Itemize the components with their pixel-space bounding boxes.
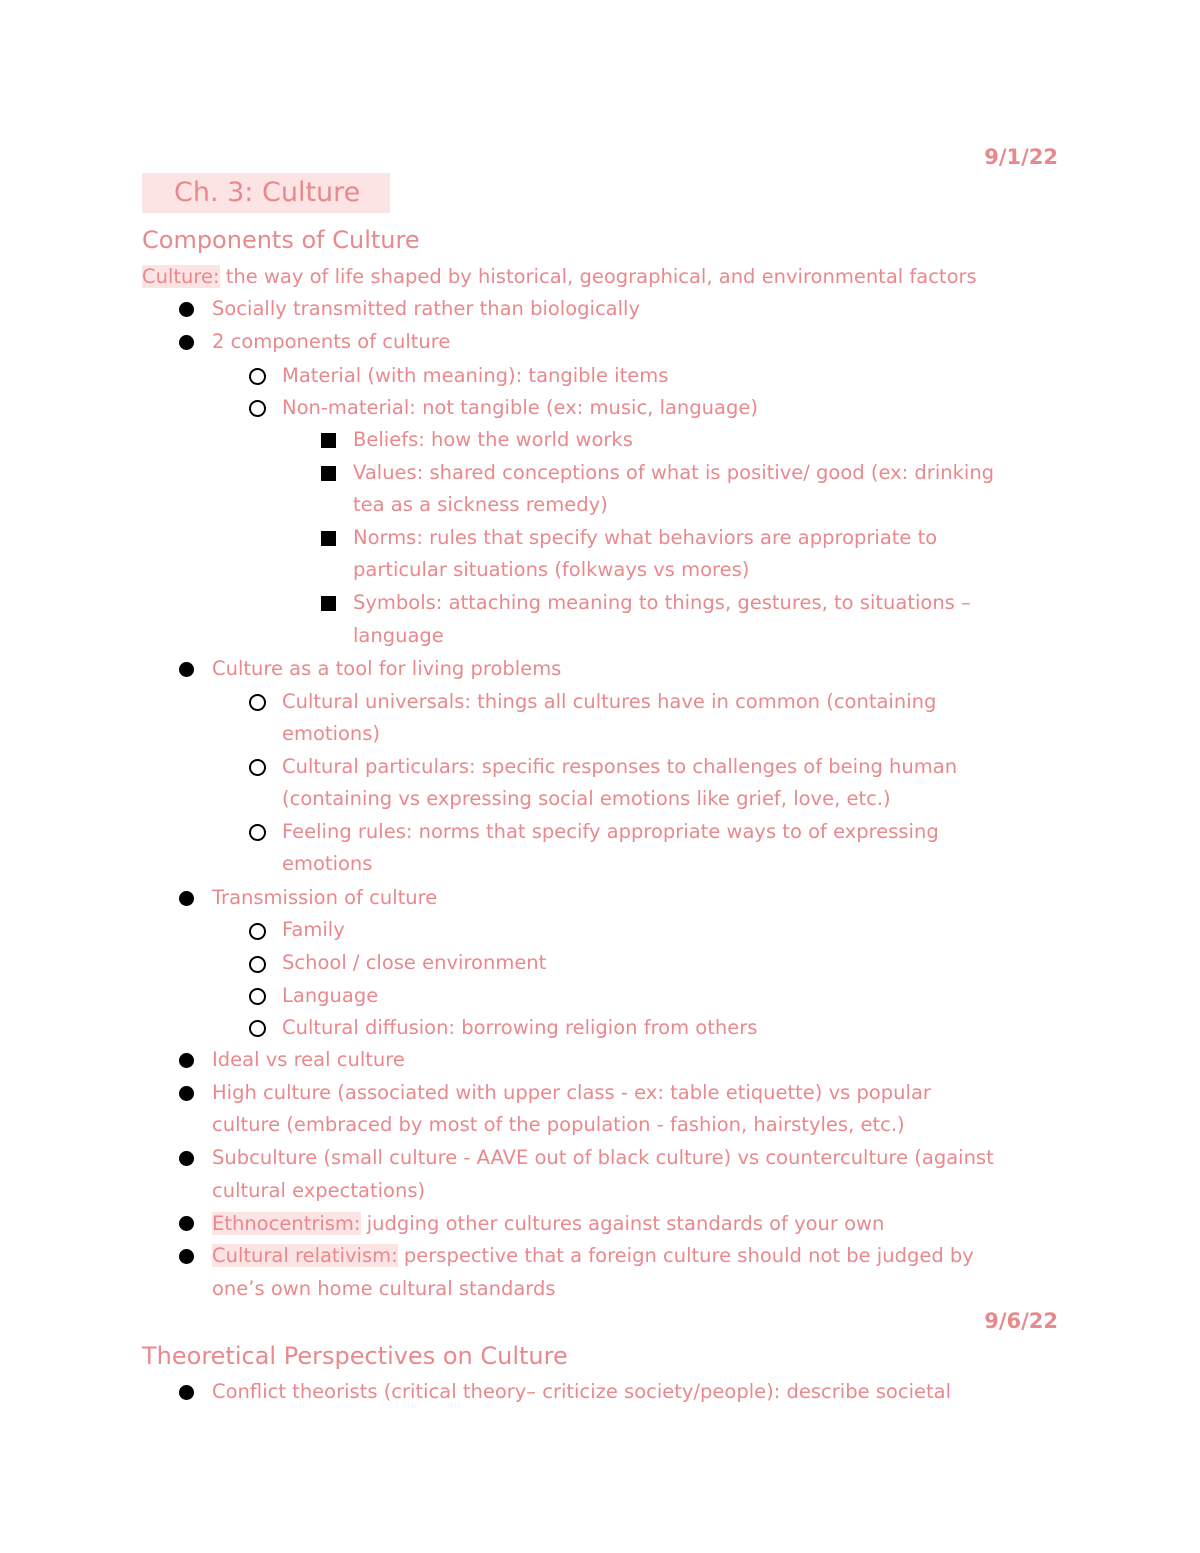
list-item: Language — [282, 984, 379, 1007]
bullet-hollow-circle — [249, 759, 266, 776]
bullet-hollow-circle — [249, 824, 266, 841]
bullet-hollow-circle — [249, 694, 266, 711]
list-item-continued: culture (embraced by most of the population - fashion, hairstyles, etc.) — [212, 1113, 905, 1136]
list-item: Norms: rules that specify what behaviors are appropriate to — [353, 526, 938, 549]
list-item: Cultural universals: things all cultures have in common (containing — [282, 690, 937, 713]
list-item: Cultural diffusion: borrowing religion from others — [282, 1016, 758, 1039]
list-item-continued: one’s own home cultural standards — [212, 1277, 556, 1300]
list-item-continued: emotions — [282, 852, 373, 875]
ethnocentrism-text: judging other cultures against standards of your own — [360, 1212, 885, 1235]
bullet-filled-circle — [179, 891, 194, 906]
culture-definition — [142, 264, 977, 290]
bullet-hollow-circle — [249, 988, 266, 1005]
definition-term: Culture: — [142, 265, 220, 288]
list-item: Feeling rules: norms that specify appropriate ways to of expressing — [282, 820, 939, 843]
heading-theoretical: Theoretical Perspectives on Culture — [142, 1342, 568, 1370]
bullet-filled-circle — [179, 1086, 194, 1101]
list-item-continued: tea as a sickness remedy) — [353, 493, 608, 516]
bullet-filled-circle — [179, 1053, 194, 1068]
ethnocentrism-term: Ethnocentrism: — [212, 1212, 361, 1235]
list-item: High culture (associated with upper class - ex: table etiquette) vs popular — [212, 1081, 931, 1104]
list-item: Material (with meaning): tangible items — [282, 364, 669, 387]
list-item: Conflict theorists (critical theory– criticize society/people): describe societal — [212, 1380, 952, 1403]
bullet-hollow-circle — [249, 923, 266, 940]
bullet-hollow-circle — [249, 1020, 266, 1037]
bullet-square — [321, 433, 336, 448]
list-item: Symbols: attaching meaning to things, gestures, to situations – — [353, 591, 971, 614]
relativism-term: Cultural relativism: — [212, 1244, 398, 1267]
list-item: Beliefs: how the world works — [353, 428, 633, 451]
list-item: Family — [282, 918, 345, 941]
list-item — [212, 1243, 974, 1269]
list-item-continued: (containing vs expressing social emotions like grief, love, etc.) — [282, 787, 891, 810]
bullet-filled-circle — [179, 662, 194, 677]
list-item — [212, 1211, 884, 1237]
date-second: 9/6/22 — [984, 1309, 1058, 1333]
list-item: Ideal vs real culture — [212, 1048, 405, 1071]
heading-components: Components of Culture — [142, 226, 420, 254]
bullet-filled-circle — [179, 1151, 194, 1166]
bullet-filled-circle — [179, 302, 194, 317]
definition-text: the way of life shaped by historical, geographical, and environmental factors — [219, 265, 977, 288]
list-item: Culture as a tool for living problems — [212, 657, 562, 680]
bullet-hollow-circle — [249, 368, 266, 385]
list-item-continued: cultural expectations) — [212, 1179, 426, 1202]
bullet-hollow-circle — [249, 956, 266, 973]
bullet-filled-circle — [179, 1249, 194, 1264]
list-item: Subculture (small culture - AAVE out of black culture) vs counterculture (against — [212, 1146, 994, 1169]
list-item: 2 components of culture — [212, 330, 451, 353]
bullet-square — [321, 596, 336, 611]
list-item: Transmission of culture — [212, 886, 438, 909]
list-item: School / close environment — [282, 951, 547, 974]
date-first: 9/1/22 — [984, 145, 1058, 169]
page-title: Ch. 3: Culture — [174, 177, 361, 208]
list-item: Socially transmitted rather than biologically — [212, 297, 640, 320]
bullet-filled-circle — [179, 335, 194, 350]
list-item-continued: emotions) — [282, 722, 381, 745]
list-item-continued: particular situations (folkways vs mores) — [353, 558, 750, 581]
list-item: Values: shared conceptions of what is positive/ good (ex: drinking — [353, 461, 995, 484]
bullet-square — [321, 531, 336, 546]
bullet-hollow-circle — [249, 400, 266, 417]
bullet-square — [321, 466, 336, 481]
bullet-filled-circle — [179, 1385, 194, 1400]
list-item-continued: language — [353, 624, 444, 647]
list-item: Non-material: not tangible (ex: music, language) — [282, 396, 758, 419]
relativism-text: perspective that a foreign culture should not be judged by — [397, 1244, 974, 1267]
list-item: Cultural particulars: specific responses to challenges of being human — [282, 755, 958, 778]
title-box — [142, 173, 390, 213]
bullet-filled-circle — [179, 1216, 194, 1231]
